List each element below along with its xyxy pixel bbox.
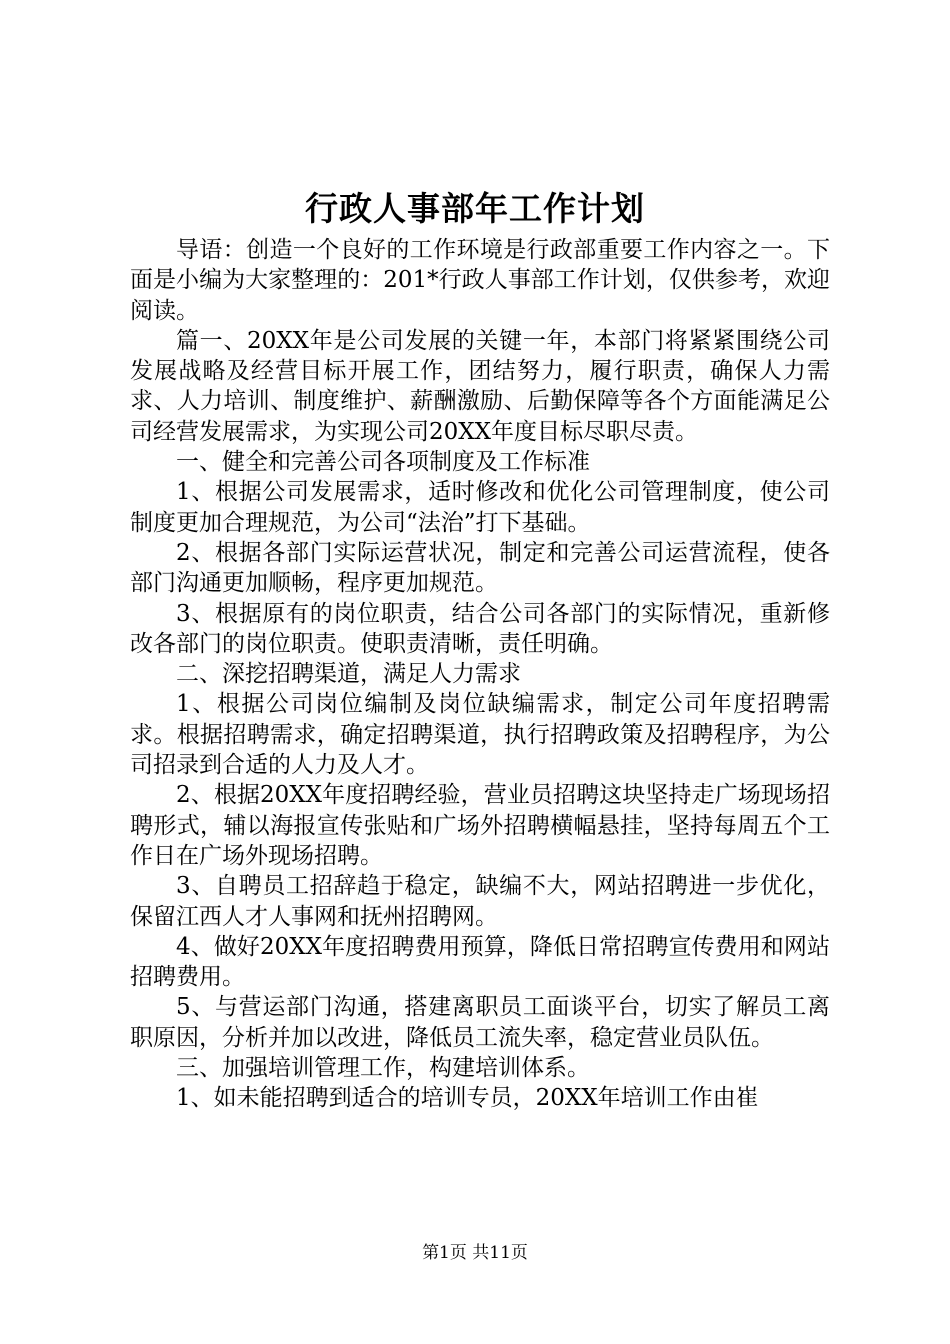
- paragraph-item: 2、根据各部门实际运营状况，制定和完善公司运营流程，使各部门沟通更加顺畅，程序更加规范。: [130, 539, 830, 597]
- page-footer: 第1页 共11页: [422, 1243, 528, 1263]
- paragraph-item: 1、根据公司岗位编制及岗位缺编需求，制定公司年度招聘需求。根据招聘需求，确定招聘渠道，执行招聘政策及招聘程序，为公司招录到合适的人力及人才。: [130, 691, 830, 779]
- paragraph-intro: 导语：创造一个良好的工作环境是行政部重要工作内容之一。下面是小编为大家整理的：201*行政人事部工作计划，仅供参考，欢迎阅读。: [130, 237, 830, 324]
- paragraph-item: 3、根据原有的岗位职责，结合公司各部门的实际情况，重新修改各部门的岗位职责。使职责清晰，责任明确。: [130, 600, 830, 657]
- paragraph-item: 1、根据公司发展需求，适时修改和优化公司管理制度，使公司制度更加合理规范，为公司“法治”打下基础。: [130, 479, 830, 536]
- section-heading-2: 二、深挖招聘渠道，满足人力需求: [176, 661, 521, 688]
- paragraph-item: 2、根据20XX年度招聘经验，营业员招聘这块坚持走广场现场招聘形式，辅以海报宣传张贴和广场外招聘横幅悬挂，坚持每周五个工作日在广场外现场招聘。: [130, 782, 830, 869]
- paragraph-item: 4、做好20XX年度招聘费用预算，降低日常招聘宣传费用和网站招聘费用。: [130, 933, 830, 991]
- section-heading-3: 三、加强培训管理工作，构建培训体系。: [176, 1055, 590, 1082]
- document-body: [130, 235, 830, 1114]
- paragraph-item: 5、与营运部门沟通，搭建离职员工面谈平台，切实了解员工离职原因，分析并加以改进，降低员工流失率，稳定营业员队伍。: [130, 994, 830, 1051]
- paragraph-part-one: 篇一、20XX年是公司发展的关键一年，本部门将紧紧围绕公司发展战略及经营目标开展工作，团结努力，履行职责，确保人力需求、人力培训、制度维护、薪酬激励、后勤保障等各个方面能满足公司经营发展需求，为实现公司20XX年度目标尽职尽责。: [130, 327, 830, 445]
- paragraph-item: 1、如未能招聘到适合的培训专员，20XX年培训工作由崔: [176, 1085, 759, 1112]
- document-title: 行政人事部年工作计划: [305, 189, 645, 228]
- paragraph-item: 3、自聘员工招辞趋于稳定，缺编不大，网站招聘进一步优化，保留江西人才人事网和抚州招聘网。: [130, 873, 830, 930]
- section-heading-1: 一、健全和完善公司各项制度及工作标准: [176, 449, 590, 476]
